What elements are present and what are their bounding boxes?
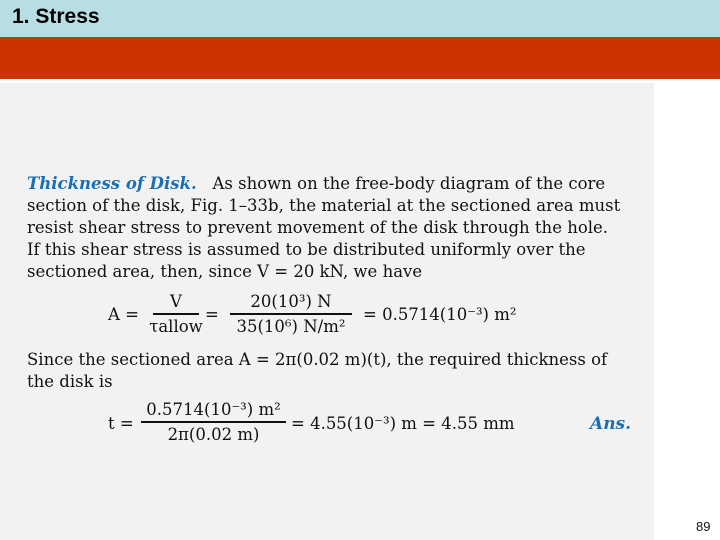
equation1-frac1-numerator: V bbox=[170, 292, 182, 311]
equation2-lhs: t = bbox=[108, 414, 134, 433]
fraction-bar bbox=[230, 313, 352, 315]
equation1-equals: = bbox=[205, 305, 219, 324]
lead-in: Thickness of Disk. bbox=[27, 174, 197, 193]
answer-label: Ans. bbox=[590, 414, 632, 434]
equation1-fraction1 bbox=[149, 292, 203, 336]
fraction-bar bbox=[153, 313, 199, 315]
paragraph2-line1: Since the sectioned area A = 2π(0.02 m)(t), the required thickness of bbox=[27, 350, 608, 369]
equation1-frac2-numerator: 20(10³) N bbox=[250, 292, 332, 311]
paragraph1-line4: If this shear stress is assumed to be distributed uniformly over the bbox=[27, 240, 586, 259]
equation1-result: = 0.5714(10⁻³) m² bbox=[363, 305, 517, 324]
equation1-fraction2 bbox=[230, 292, 352, 336]
slide-title: 1. Stress bbox=[12, 5, 100, 28]
paragraph1-line3: resist shear stress to prevent movement of the disk through the hole. bbox=[27, 218, 609, 237]
equation2-result: = 4.55(10⁻³) m = 4.55 mm bbox=[291, 414, 515, 433]
paragraph1-line5: sectioned area, then, since V = 20 kN, we have bbox=[27, 262, 423, 281]
title-bar bbox=[0, 0, 720, 37]
fraction-bar bbox=[141, 421, 286, 423]
paragraph1-line1-text: As shown on the free-body diagram of the core bbox=[212, 174, 606, 193]
paragraph1-line2: section of the disk, Fig. 1–33b, the material at the sectioned area must bbox=[27, 196, 621, 215]
equation1-frac2-denominator: 35(10⁶) N/m² bbox=[236, 316, 346, 336]
equation1-lhs: A = bbox=[108, 305, 139, 324]
equation1-frac1-denominator: τallow bbox=[149, 316, 203, 336]
paragraph1-line1 bbox=[27, 173, 605, 195]
accent-bar bbox=[0, 37, 720, 79]
page-number: 89 bbox=[696, 519, 711, 534]
equation2-denominator: 2π(0.02 m) bbox=[167, 424, 260, 444]
equation2-fraction bbox=[141, 400, 286, 444]
paragraph2-line2: the disk is bbox=[27, 372, 113, 391]
equation2-numerator: 0.5714(10⁻³) m² bbox=[146, 400, 281, 419]
